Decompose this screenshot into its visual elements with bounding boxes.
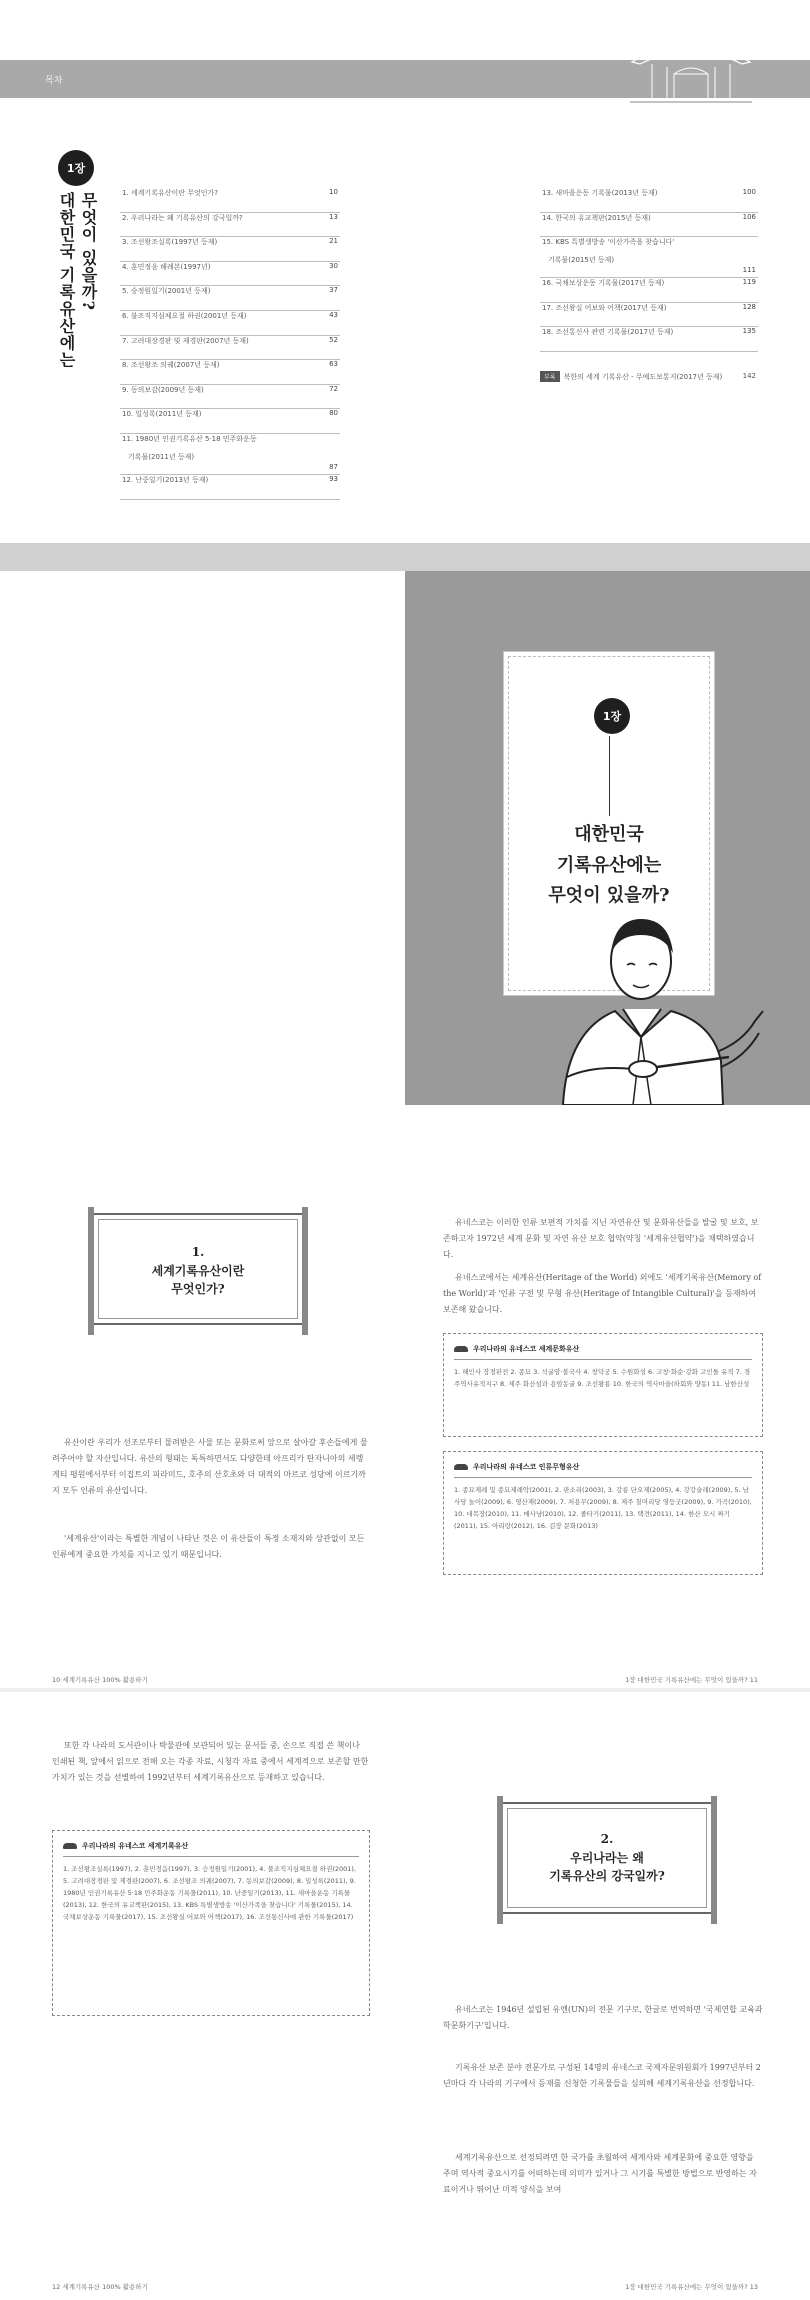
info-box-body: 1. 조선왕조실록(1997), 2. 훈민정음(1997), 3. 승정원일기(2001), 4. 불조직지심체요절 하권(2001), 5. 고려대장경판 및 제경판(2007), 6. 조선왕조 의궤(2007), 7. 동의보감(2009), 8. 일성록(2011), 9. 1980년 인권기록유산 5·18 민주화운동 기록물(2011), 10. 난중일기(2013), 11. 새마을운동 기록물(2013), 12. 한국의 유교책판(2015), 13. KBS 특별생방송 '이산가족을 찾습니다' 기록물(2015), 14. 국채보상운동 기록물(2017), 15. 조선왕실 어보와 어책(2017), 16. 조선통신사에 관한 기록물(2017) [63, 1865, 357, 1922]
info-box-title [454, 1462, 752, 1478]
paragraph: 유네스코는 이러한 인류 보편적 가치를 지닌 자연유산 및 문화유산들을 발굴 및 보호, 보존하고자 1972년 세계 문화 및 자연 유산 보호 협약(약칭 '세계유산협약')을 채택하였습니다. [443, 1218, 759, 1259]
appendix-page: 142 [742, 372, 756, 380]
section2-title-box [501, 1802, 713, 1914]
section1-title [94, 1243, 302, 1299]
opener-chapter-badge: 1장 [594, 698, 630, 734]
opener-title-line: 대한민국 [574, 824, 644, 845]
toc-item[interactable]: 13. 새마을운동 기록물(2013년 등재) 100 [540, 188, 758, 213]
info-box-body: 1. 종묘제례 및 종묘제례악(2001), 2. 판소리(2003), 3. 강릉 단오제(2005), 4. 강강술래(2009), 5. 남사당 놀이(2009), 6. 영산재(2009), 7. 처용무(2009), 8. 제주 칠머리당 영등굿(2009), 9. 가곡(2010), 10. 대목장(2010), 11. 매사냥(2010), 12. 줄타기(2011), 13. 택견(2011), 14. 한산 모시 짜기(2011), 15. 아리랑(2012), 16. 김장 문화(2013) [454, 1486, 752, 1531]
section-title-line: 기록유산의 강국일까? [549, 1869, 665, 1884]
paragraph: '세계유산'이라는 특별한 개념이 나타난 것은 이 유산들이 특정 소재지와 상관없이 모든 인류에게 중요한 가치를 지니고 있기 때문입니다. [52, 1534, 365, 1559]
info-box-heritage [443, 1333, 763, 1437]
folio-left: 10 세계기록유산 100% 활용하기 [52, 1676, 148, 1684]
toc-item[interactable]: 17. 조선왕실 어보와 어책(2017년 등재) 128 [540, 303, 758, 328]
opener-divider-line [609, 736, 610, 816]
folio-right: 1장 대한민국 기록유산에는 무엇이 있을까? 11 [625, 1676, 758, 1684]
toc-item[interactable]: 6. 불조직지심체요절 하권(2001년 등재) 43 [120, 311, 340, 336]
folio-left: 12 세계기록유산 100% 활용하기 [52, 2283, 148, 2291]
palace-gate-illustration-icon [622, 22, 760, 104]
opener-left-page [0, 571, 405, 1105]
paragraph: 기록유산 보존 분야 전문가로 구성된 14명의 유네스코 국제자문위원회가 1997년부터 2년마다 각 나라의 기구에서 등재를 신청한 기록물들을 심의해 세계기록유산을 선정합니다. [443, 2063, 761, 2088]
toc-item[interactable]: 9. 동의보감(2009년 등재) 72 [120, 385, 340, 410]
section1-left-page [0, 1105, 405, 1685]
section1-title-box [92, 1213, 304, 1325]
info-box-title-text: 우리나라의 유네스코 세계문화유산 [473, 1345, 580, 1353]
scroll-rod [302, 1207, 308, 1335]
toc-item[interactable]: 10. 일성록(2011년 등재) 80 [120, 409, 340, 434]
toc-item[interactable]: 1. 세계기록유산이란 무엇인가? 10 [120, 188, 340, 213]
section-title-line: 무엇인가? [171, 1282, 225, 1297]
book-icon [454, 1464, 468, 1470]
info-box-memory [52, 1830, 370, 2016]
section2-right-page [405, 1692, 810, 2300]
section-title-line: 세계기록유산이란 [151, 1263, 245, 1278]
toc-item[interactable]: 5. 승정원일기(2001년 등재) 37 [120, 286, 340, 311]
info-box-title [454, 1344, 752, 1360]
toc-list-left [120, 188, 340, 500]
paragraph: 유네스코에서는 세계유산(Heritage of the World) 외에도 '세계기록유산(Memory of the World)'과 '인류 구전 및 무형 유산(Heritage of Intangible Cultural)'을 등재하여 보존해 왔습니다. [443, 1273, 762, 1314]
toc-item[interactable]: 16. 국채보상운동 기록물(2017년 등재) 119 [540, 278, 758, 303]
appendix-tag: 부록 [540, 371, 560, 382]
presenter-man-illustration-icon [523, 861, 765, 1105]
info-box-intangible [443, 1451, 763, 1575]
info-box-body: 1. 해인사 장경판전 2. 종묘 3. 석굴암·불국사 4. 창덕궁 5. 수원화성 6. 고창·화순·강화 고인돌 유적 7. 경주역사유적지구 8. 제주 화산섬과 용암동굴 9. 조선왕릉 10. 한국의 역사마을(하회와 양동) 11. 남한산성 [454, 1368, 751, 1389]
section1-right-page [405, 1105, 810, 1685]
toc-item[interactable]: 14. 한국의 유교책판(2015년 등재) 106 [540, 213, 758, 238]
section-title-line: 2. [600, 1832, 614, 1846]
toc-header-label: 목차 [45, 76, 63, 86]
section2-left-page [0, 1692, 405, 2300]
chapter-badge: 1장 [58, 150, 94, 186]
opener-right-page [405, 571, 810, 1105]
paragraph: 또한 각 나라의 도서관이나 박물관에 보관되어 있는 문서들 중, 손으로 직접 쓴 책이나 인쇄된 책, 앞에서 읽으로 전해 오는 각종 자료, 시청각 자료 중에서 세계적으로 보존할 만한 가치가 있는 것을 선별하여 1992년부터 세계기록유산으로 등재하고 있습니다. [52, 1741, 369, 1782]
appendix-label: 북한의 세계 기록유산 - 무예도보통지(2017년 등재) [563, 373, 723, 381]
paragraph: 세계기록유산으로 선정되려면 한 국가를 초월하여 세계사와 세계문화에 중요한 영향을 주며 역사적 중요시기를 어떠하는데 의미가 있거나 그 시기를 특별한 방법으로 반영하는 자료이거나 뛰어난 미적 양식을 보여 [443, 2153, 757, 2194]
book-icon [454, 1346, 468, 1352]
paragraph: 유산이란 우리가 선조로부터 물려받은 사물 또는 문화로써 앞으로 살아갈 후손들에게 물려주어야 할 자산입니다. 유산의 형태는 독특하면서도 다양한데 아프리카 탄자니아의 세렝게티 평원에서부터 이집트의 피라미드, 호주의 산호초와 더 대적의 마르코 성당에 이르기까지 모두 인류의 유산입니다. [52, 1438, 368, 1495]
opener-title-line: 기록유산에는 [556, 854, 662, 876]
toc-item[interactable]: 3. 조선왕조실록(1997년 등재) 21 [120, 237, 340, 262]
toc-item[interactable]: 15. KBS 특별생방송 '이산가족을 찾습니다' 기록물(2015년 등재) 111 [540, 237, 758, 278]
toc-item[interactable]: 11. 1980년 인권기록유산 5·18 민주화운동 기록물(2011년 등재) 87 [120, 434, 340, 475]
chapter-title-line-2: 대한민국 기록유산에는 [57, 192, 76, 369]
paragraph: 유네스코는 1946년 설립된 유엔(UN)의 전문 기구로, 한글로 번역하면 '국제연합 교육과학문화기구'입니다. [443, 2005, 763, 2030]
toc-list-right [540, 188, 758, 352]
toc-item[interactable]: 12. 난중일기(2013년 등재) 93 [120, 475, 340, 500]
toc-item[interactable]: 7. 고려대장경판 및 제경판(2007년 등재) 52 [120, 336, 340, 361]
toc-appendix[interactable] [540, 371, 758, 387]
toc-item[interactable]: 18. 조선통신사 관련 기록물(2017년 등재) 135 [540, 327, 758, 352]
toc-item[interactable]: 8. 조선왕조 의궤(2007년 등재) 63 [120, 360, 340, 385]
folio-right: 1장 대한민국 기록유산에는 무엇이 있을까? 13 [625, 2283, 758, 2291]
info-box-title-text: 우리나라의 유네스코 세계기록유산 [82, 1842, 189, 1850]
section-title-line: 우리나라는 왜 [570, 1850, 644, 1865]
toc-page [0, 0, 810, 540]
info-box-title [63, 1841, 359, 1857]
chapter-title-line-1: 무엇이 있을까? [79, 192, 98, 311]
toc-item[interactable]: 4. 훈민정음 해례본(1997년) 30 [120, 262, 340, 287]
page-divider-band [0, 543, 810, 571]
section2-title [503, 1830, 711, 1886]
section-title-line: 1. [191, 1245, 205, 1259]
book-icon [63, 1843, 77, 1849]
info-box-title-text: 우리나라의 유네스코 인류무형유산 [473, 1463, 580, 1471]
opener-title-line: 무엇이 있을까? [548, 885, 670, 907]
toc-item[interactable]: 2. 우리나라는 왜 기록유산의 강국일까? 13 [120, 213, 340, 238]
scroll-rod [711, 1796, 717, 1924]
